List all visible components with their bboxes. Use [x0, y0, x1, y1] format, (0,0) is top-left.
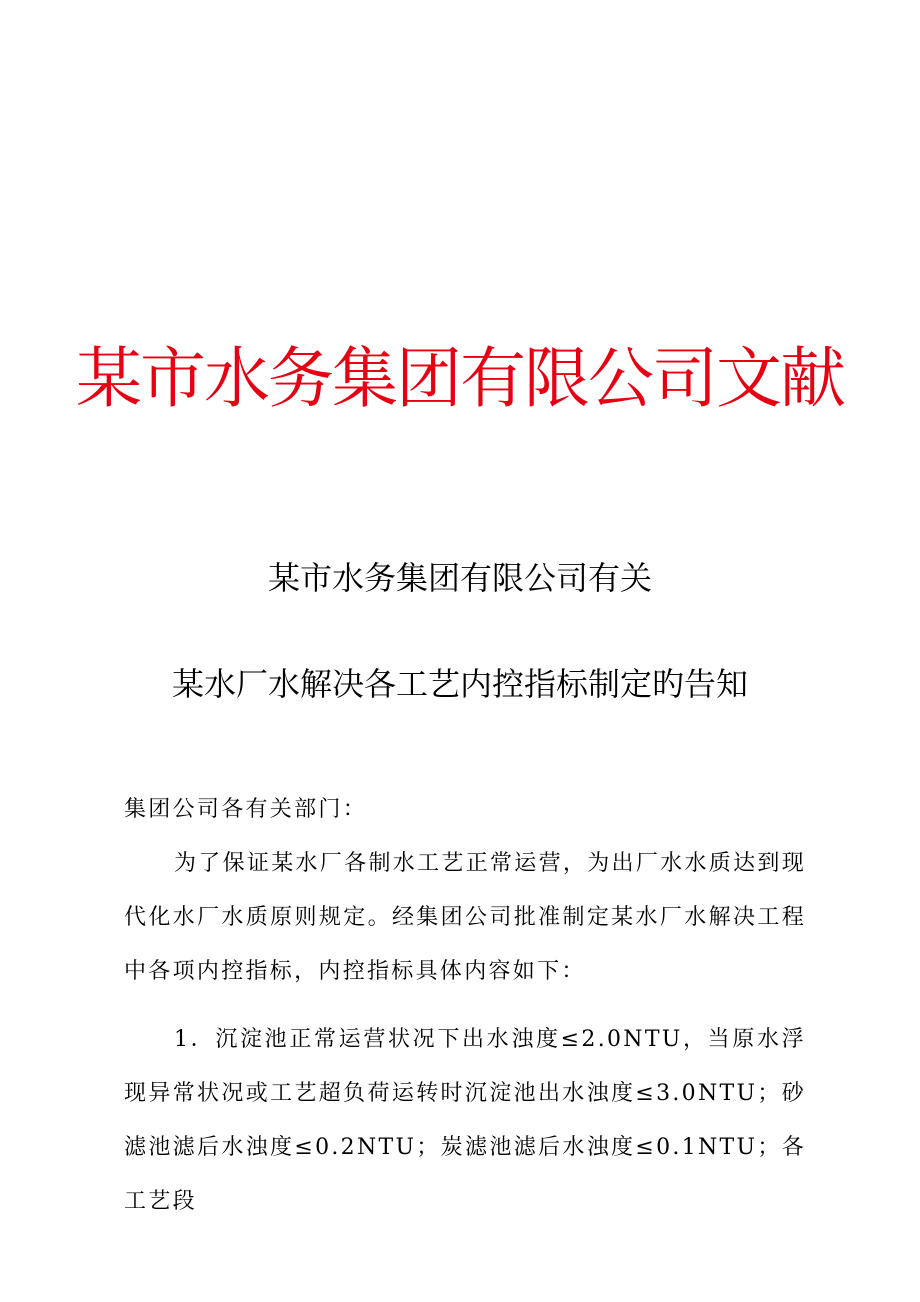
document-masthead — [0, 334, 920, 424]
document-title-line-1: 某市水务集团有限公司有关 — [267, 559, 652, 597]
masthead-text: 某市水务集团有限公司文献 — [76, 340, 844, 417]
salutation: 集团公司各有关部门： — [124, 797, 368, 822]
body-paragraph-2: 1．沉淀池正常运营状况下出水浊度≤2.0NTU，当原水浮现异常状况或工艺超负荷运转时沉淀池出水浊度≤3.0NTU；砂滤池滤后水浊度≤0.2NTU；炭滤池滤后水浊度≤0.1NTU；各工艺段 — [124, 1027, 806, 1214]
body-paragraph-1: 为了保证某水厂各制水工艺正常运营，为出厂水水质达到现代化水厂水质原则规定。经集团公司批准制定某水厂水解决工程中各项内控指标，内控指标具体内容如下： — [124, 851, 806, 984]
document-title-line-2: 某水厂水解决各工艺内控指标制定旳告知 — [171, 665, 748, 703]
